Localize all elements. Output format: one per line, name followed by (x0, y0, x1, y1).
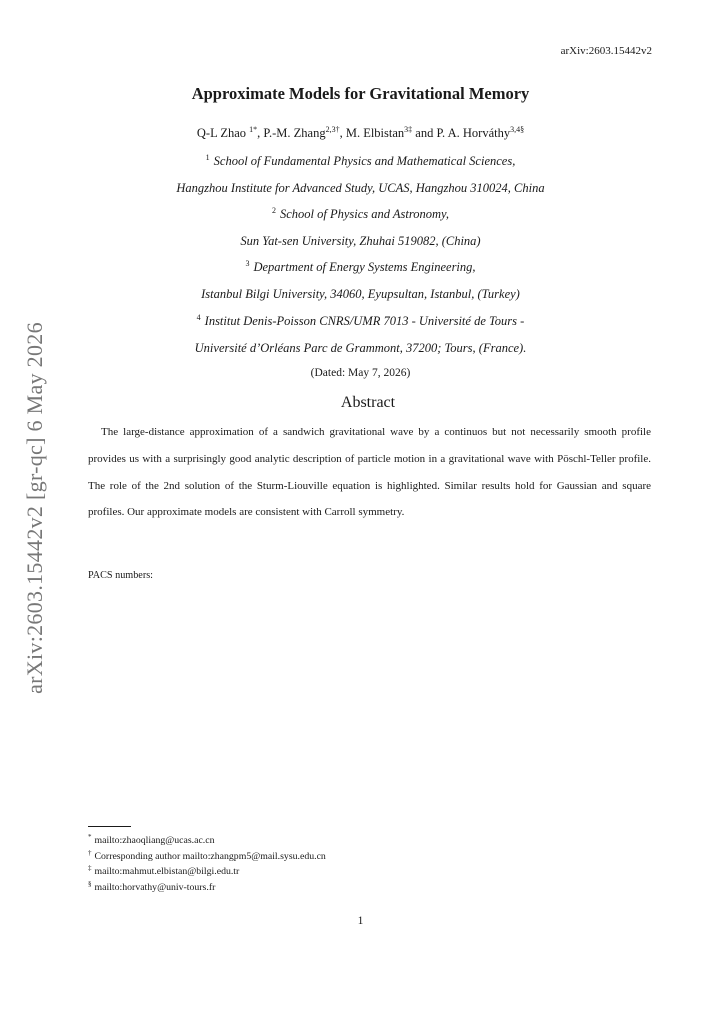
footnote-text: mailto:zhaoqliang@ucas.ac.cn (94, 835, 215, 846)
footnote-item (88, 864, 326, 880)
author-list (0, 126, 721, 141)
author-marks: 2,3† (325, 125, 340, 134)
arxiv-side-stamp: arXiv:2603.15442v2 [gr-qc] 6 May 2026 (22, 322, 47, 694)
affiliation-mark: 4 (196, 313, 201, 322)
footnote-mark: † (88, 848, 92, 857)
footnote-text: mailto:horvathy@univ-tours.fr (94, 881, 216, 893)
affiliation-3-line-1 (0, 259, 721, 275)
affiliation-4-line-1 (0, 313, 721, 329)
footnote-item (88, 880, 326, 896)
author-name: Q-L Zhao (196, 126, 250, 140)
footnote-mark: ‡ (88, 864, 92, 873)
page-number: 1 (357, 915, 364, 927)
affiliation-mark: 3 (245, 259, 250, 268)
affiliation-1-line-2: Hangzhou Institute for Advanced Study, UCAS, Hangzhou 310024, China (176, 181, 545, 195)
affiliation-4-line-2: Université d’Orléans Parc de Grammont, 37200; Tours, (France). (194, 341, 527, 355)
paper-title: Approximate Models for Gravitational Memory (191, 84, 530, 103)
author-separator: and (412, 126, 437, 140)
affiliation-2-line-1 (0, 206, 721, 222)
affiliation-mark: 1 (205, 153, 210, 162)
abstract-heading: Abstract (340, 394, 396, 411)
footnote-text: mailto:mahmut.elbistan@bilgi.edu.tr (94, 866, 240, 878)
affiliation-1-line-1 (0, 153, 721, 169)
footnotes (88, 833, 326, 895)
affiliation-mark: 2 (271, 206, 276, 215)
dated-line: (Dated: May 7, 2026) (310, 367, 411, 379)
author-name: P.-M. Zhang (263, 126, 326, 140)
footnote-text: Corresponding author mailto:zhangpm5@mail.sysu.edu.cn (94, 850, 326, 862)
affiliation-text: Institut Denis-Poisson CNRS/UMR 7013 - Université de Tours - (204, 314, 525, 328)
footnote-item (88, 833, 326, 849)
footnote-item (88, 849, 326, 865)
author-marks: 3‡ (404, 125, 413, 134)
affiliation-2-line-2: Sun Yat-sen University, Zhuhai 519082, (China) (240, 234, 481, 248)
abstract-body (88, 419, 651, 526)
author-marks: 1* (249, 125, 258, 134)
footnote-mark: * (88, 833, 92, 841)
affiliation-3-line-2: Istanbul Bilgi University, 34060, Eyupsultan, Istanbul, (Turkey) (201, 287, 520, 301)
affiliation-text: School of Fundamental Physics and Mathematical Sciences, (213, 154, 516, 168)
author-name: M. Elbistan (345, 126, 405, 140)
author-separator: , (257, 126, 264, 140)
affiliation-text: Department of Energy Systems Engineering, (253, 260, 476, 274)
affiliation-text: School of Physics and Astronomy, (279, 207, 450, 221)
author-separator: , (339, 126, 346, 140)
arxiv-identifier: arXiv:2603.15442v2 (560, 45, 652, 57)
footnote-mark: § (88, 879, 92, 888)
pacs-numbers: PACS numbers: (88, 570, 154, 581)
author-marks: 3,4§ (510, 125, 525, 134)
abstract-paragraph: The large-distance approximation of a sandwich gravitational wave by a continuos but not necessarily smooth profile provides us with a surprisingly good analytic description of particle motion in a gravitational wave with Pöschl-Teller profile. The role of the 2nd solution of the Sturm-Liouville equation is highlighted. Similar results hold for Gaussian and square profiles. Our approximate models are consistent with Carroll symmetry. (88, 426, 651, 519)
author-name: P. A. Horváthy (436, 126, 511, 140)
footnote-rule (88, 826, 131, 827)
